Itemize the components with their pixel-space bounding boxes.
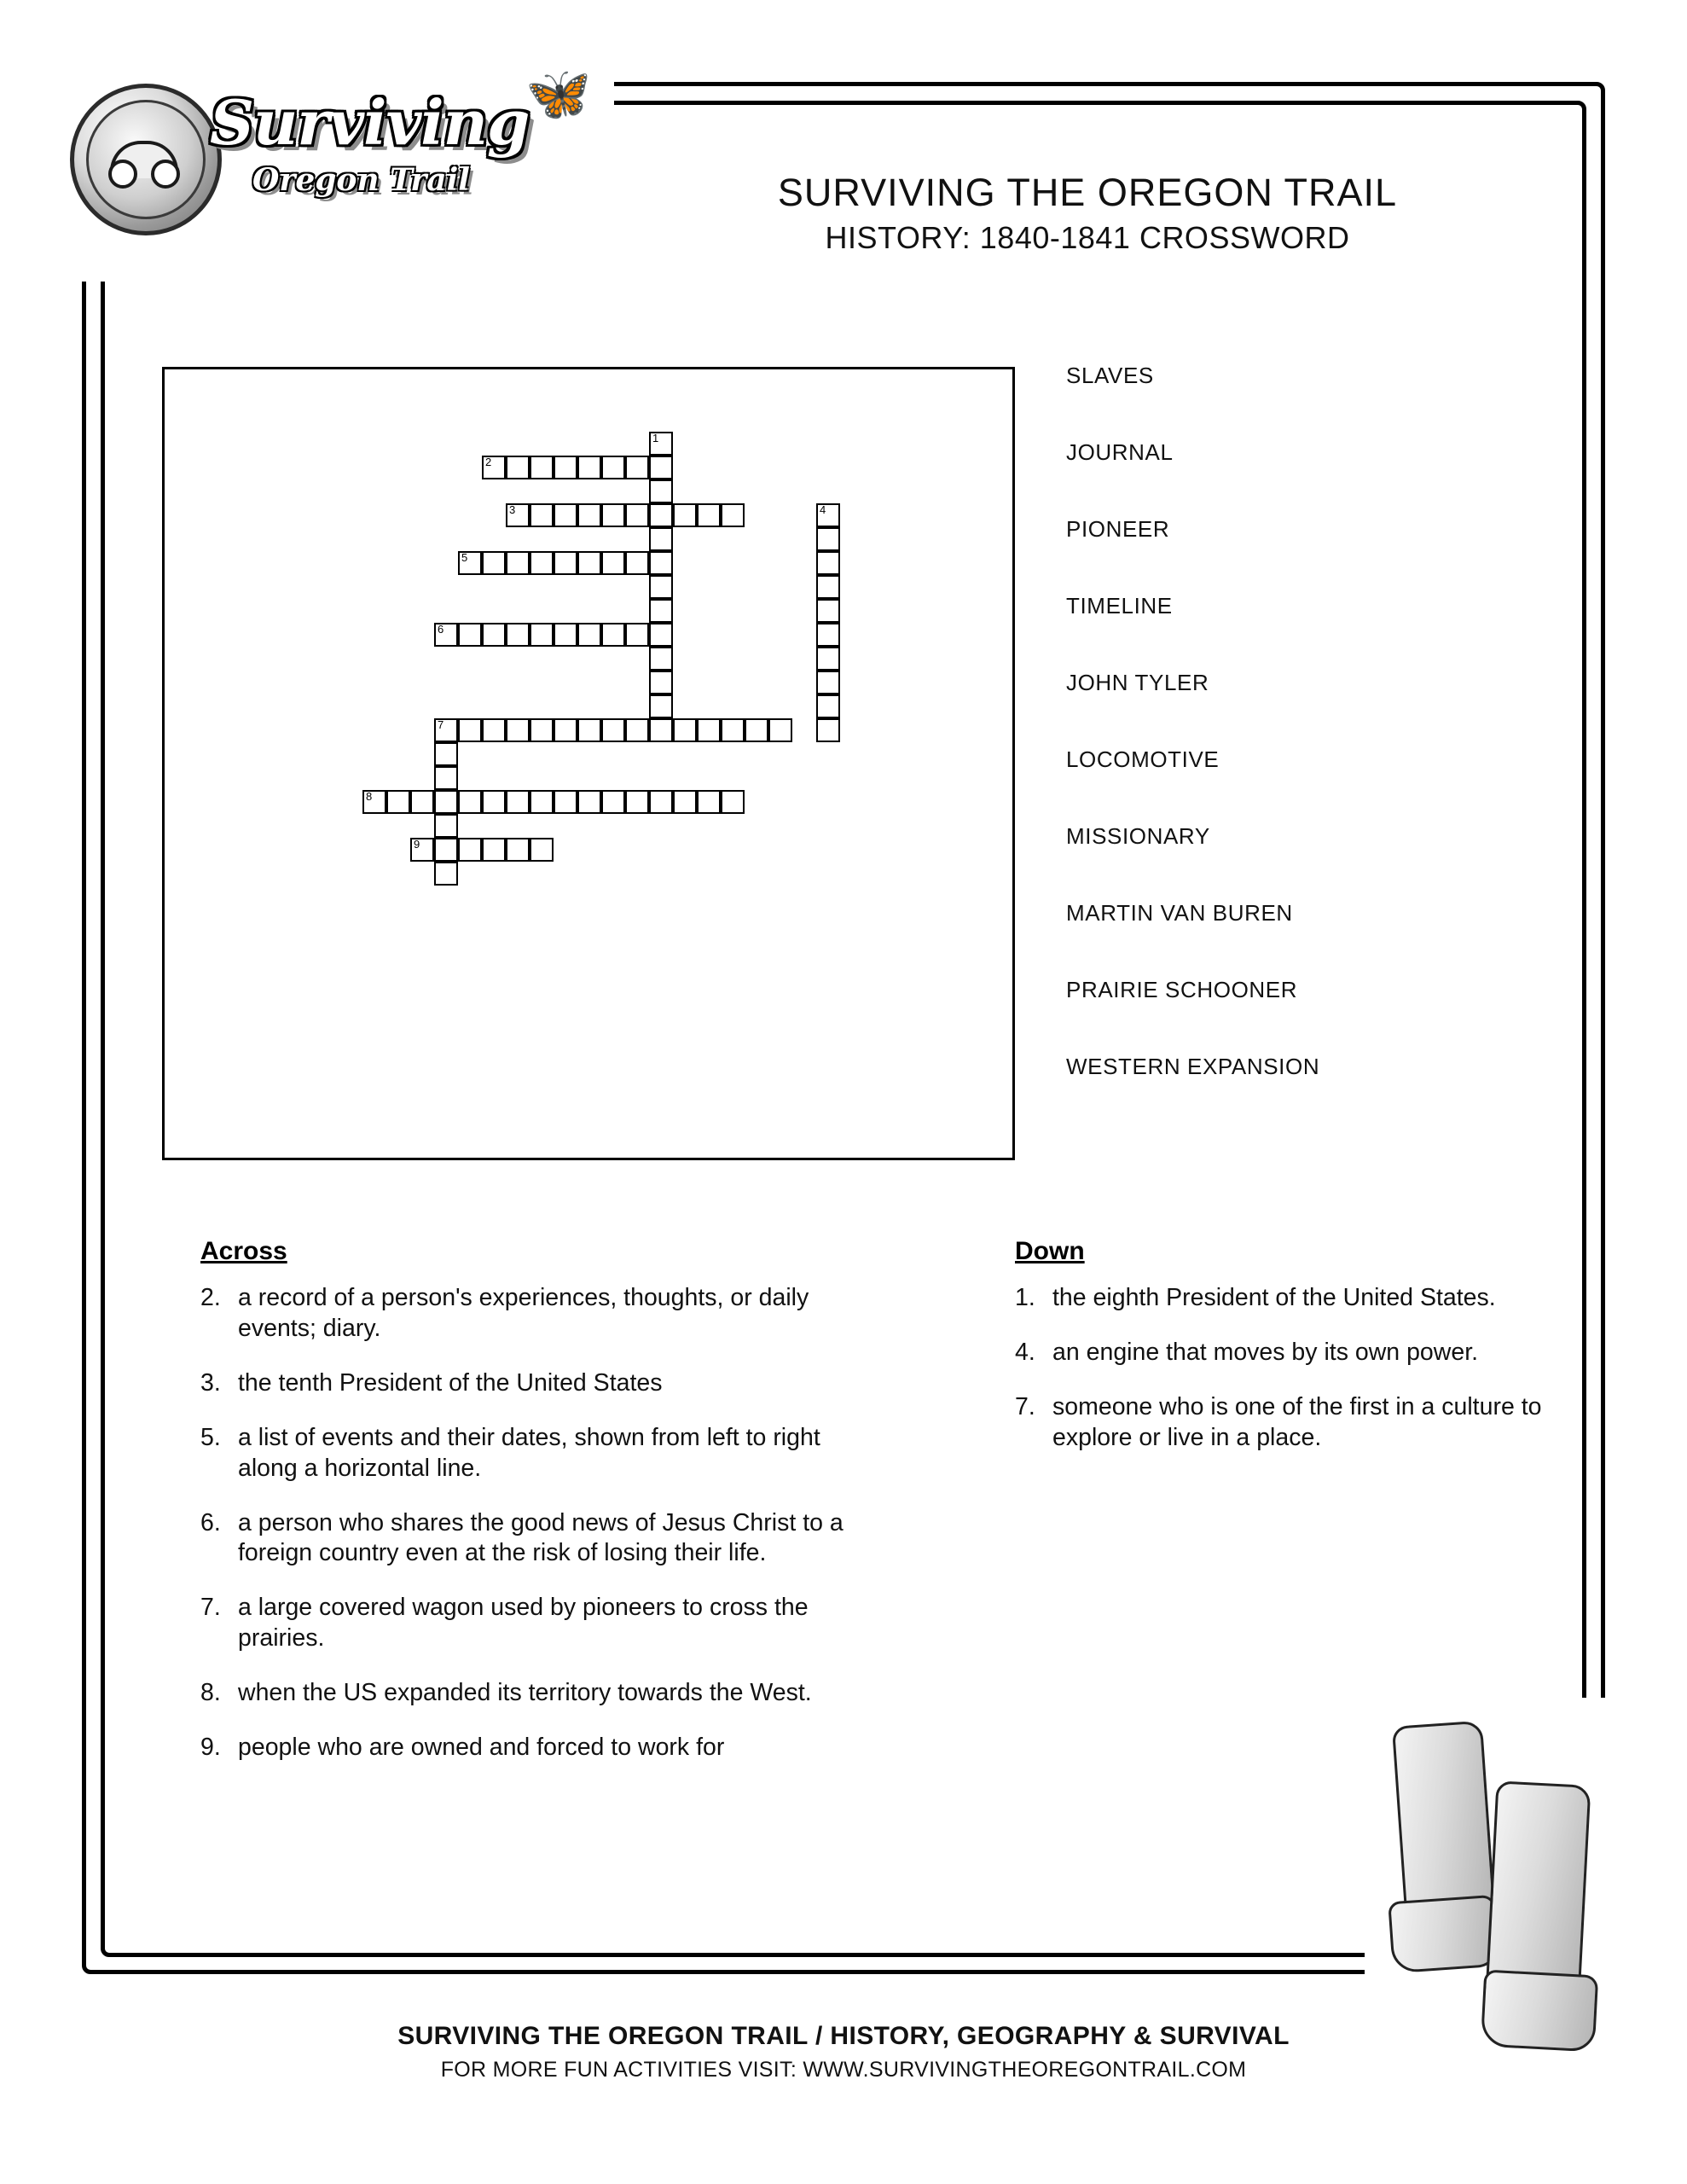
crossword-cell[interactable] (601, 503, 625, 527)
crossword-cell[interactable] (816, 718, 840, 742)
word-bank (1066, 363, 1544, 1135)
butterfly-icon: 🦋 (525, 65, 592, 124)
crossword-cell[interactable] (434, 718, 458, 742)
brand-line2: Oregon Trail (252, 162, 470, 198)
crossword-cell-number: 4 (820, 503, 826, 516)
crossword-cell[interactable] (577, 623, 601, 647)
clue-item (200, 1283, 849, 1345)
crossword-cell-number: 9 (414, 838, 420, 851)
crossword-cell[interactable] (601, 718, 625, 742)
crossword-cell[interactable] (816, 551, 840, 575)
word-bank-item: SLAVES (1066, 363, 1154, 388)
word-bank-item: PRAIRIE SCHOONER (1066, 977, 1298, 1002)
crossword-cell[interactable] (577, 718, 601, 742)
crossword-cell[interactable] (625, 456, 649, 479)
clue-text: people who are owned and forced to work for (238, 1734, 725, 1762)
brand-line1: Surviving (210, 86, 530, 159)
boot-left-foot-icon (1388, 1895, 1500, 1974)
boot-right-shaft-icon (1486, 1780, 1591, 1999)
crossword-cell[interactable] (530, 503, 554, 527)
crossword-cell[interactable] (482, 456, 506, 479)
crossword-cell[interactable] (768, 718, 792, 742)
crossword-cell[interactable] (697, 718, 721, 742)
crossword-cell[interactable] (458, 551, 482, 575)
title-main: SURVIVING THE OREGON TRAIL (777, 171, 1398, 214)
crossword-cell[interactable] (577, 503, 601, 527)
crossword-cell[interactable] (506, 551, 530, 575)
crossword-cell-number: 1 (652, 432, 659, 444)
crossword-cell[interactable] (649, 479, 673, 503)
crossword-cell[interactable] (649, 551, 673, 575)
crossword-cell[interactable] (530, 456, 554, 479)
clue-text: a large covered wagon used by pioneers to cross the prairies. (238, 1594, 809, 1653)
crossword-cell[interactable] (649, 599, 673, 623)
crossword-cell[interactable] (816, 575, 840, 599)
crossword-cell[interactable] (816, 671, 840, 694)
crossword-cell[interactable] (697, 790, 721, 814)
crossword-cell[interactable] (577, 456, 601, 479)
crossword-cell[interactable] (673, 790, 697, 814)
clue-text: the tenth President of the United States (238, 1368, 663, 1397)
crossword-cell[interactable] (554, 503, 577, 527)
clue-item (200, 1678, 849, 1709)
clue-item (1015, 1283, 1612, 1314)
page-footer (0, 2022, 1687, 2082)
clue-text: a person who shares the good news of Jesus Christ to a foreign country even at the risk of losing their life. (238, 1508, 844, 1567)
crossword-cell[interactable] (649, 718, 673, 742)
clue-number: 5. (200, 1423, 221, 1451)
crossword-cell[interactable] (745, 718, 768, 742)
clue-number: 4. (1015, 1338, 1035, 1366)
clue-item (200, 1593, 849, 1654)
crossword-cell[interactable] (649, 623, 673, 647)
crossword-cell[interactable] (506, 503, 530, 527)
clue-number: 8. (200, 1679, 221, 1707)
crossword-cell[interactable] (434, 838, 458, 862)
crossword-cell[interactable] (554, 551, 577, 575)
crossword-cell[interactable] (601, 790, 625, 814)
crossword-cell[interactable] (482, 551, 506, 575)
crossword-cell[interactable] (458, 718, 482, 742)
word-bank-item: JOURNAL (1066, 439, 1174, 465)
clue-number: 2. (200, 1284, 221, 1311)
footer-line2: FOR MORE FUN ACTIVITIES VISIT: WWW.SURVIVINGTHEOREGONTRAIL.COM (440, 2058, 1247, 2082)
crossword-cell[interactable] (434, 814, 458, 838)
crossword-cell[interactable] (649, 527, 673, 551)
clue-text: an engine that moves by its own power. (1052, 1338, 1479, 1366)
wagon-icon (105, 141, 195, 189)
crossword-cell[interactable] (649, 647, 673, 671)
crossword-cell[interactable] (530, 838, 554, 862)
crossword-cell[interactable] (530, 718, 554, 742)
crossword-cell[interactable] (506, 456, 530, 479)
clue-item (200, 1368, 849, 1399)
crossword-cell[interactable] (625, 551, 649, 575)
crossword-cell[interactable] (816, 623, 840, 647)
crossword-cell[interactable] (625, 503, 649, 527)
clues-down-list (1015, 1283, 1612, 1454)
crossword-cell[interactable] (673, 503, 697, 527)
page-title (597, 171, 1578, 256)
clue-number: 1. (1015, 1284, 1035, 1311)
crossword-cell[interactable] (625, 718, 649, 742)
crossword-cell-number: 6 (438, 623, 444, 636)
crossword-cell[interactable] (721, 503, 745, 527)
crossword-cell[interactable] (577, 551, 601, 575)
word-bank-item: PIONEER (1066, 516, 1170, 542)
clue-number: 6. (200, 1508, 221, 1536)
brand-logo (65, 60, 628, 264)
crossword-cell[interactable] (482, 623, 506, 647)
clue-text: when the US expanded its territory towards the West. (238, 1679, 812, 1707)
word-bank-item: JOHN TYLER (1066, 670, 1209, 695)
clue-number: 9. (200, 1734, 221, 1762)
clues-across-column (200, 1237, 849, 1787)
crossword-cell[interactable] (482, 718, 506, 742)
crossword-cell[interactable] (434, 742, 458, 766)
crossword-cell[interactable] (506, 838, 530, 862)
clue-text: someone who is one of the first in a culture to explore or live in a place. (1052, 1392, 1542, 1451)
crossword-grid-box (162, 367, 1015, 1160)
crossword-cell[interactable] (601, 456, 625, 479)
crossword-cell[interactable] (458, 838, 482, 862)
crossword-cell[interactable] (362, 790, 386, 814)
word-bank-item: WESTERN EXPANSION (1066, 1054, 1320, 1079)
word-bank-item: MARTIN VAN BUREN (1066, 900, 1293, 926)
footer-line1: SURVIVING THE OREGON TRAIL / HISTORY, GEOGRAPHY & SURVIVAL (397, 2022, 1290, 2050)
crossword-cell[interactable] (482, 790, 506, 814)
clue-text: a record of a person's experiences, thoughts, or daily events; diary. (238, 1284, 809, 1342)
crossword-cell[interactable] (434, 623, 458, 647)
crossword-cell[interactable] (625, 790, 649, 814)
crossword-cell[interactable] (434, 790, 458, 814)
crossword-cell[interactable] (721, 718, 745, 742)
clues-across-heading: Across (200, 1237, 287, 1265)
crossword-cell[interactable] (554, 790, 577, 814)
crossword-cell-number: 3 (509, 503, 516, 516)
crossword-cell[interactable] (816, 503, 840, 527)
crossword-cell[interactable] (649, 432, 673, 456)
crossword-cell-number: 5 (461, 551, 468, 564)
crossword-cell[interactable] (601, 623, 625, 647)
crossword-cell[interactable] (577, 790, 601, 814)
crossword-cell[interactable] (386, 790, 410, 814)
crossword-cell[interactable] (554, 623, 577, 647)
clues-down-column (1015, 1237, 1612, 1478)
crossword-cell-number: 2 (485, 456, 492, 468)
clue-text: the eighth President of the United States. (1052, 1284, 1496, 1311)
clue-number: 7. (200, 1594, 221, 1622)
crossword-cell[interactable] (649, 790, 673, 814)
crossword-cell[interactable] (816, 694, 840, 718)
clue-item (200, 1508, 849, 1570)
crossword-cell[interactable] (410, 838, 434, 862)
clue-number: 7. (1015, 1392, 1035, 1420)
clue-item (1015, 1338, 1612, 1368)
clues-across-list (200, 1283, 849, 1763)
crossword-cell[interactable] (816, 599, 840, 623)
crossword-cell[interactable] (410, 790, 434, 814)
crossword-cell[interactable] (697, 503, 721, 527)
crossword-cell-number: 8 (366, 790, 373, 803)
crossword-cell[interactable] (649, 671, 673, 694)
crossword-cell[interactable] (482, 838, 506, 862)
crossword-cell[interactable] (554, 456, 577, 479)
crossword-cell[interactable] (530, 623, 554, 647)
crossword-cell[interactable] (601, 551, 625, 575)
crossword-cell[interactable] (673, 718, 697, 742)
clue-item (200, 1733, 849, 1763)
crossword-cell[interactable] (506, 790, 530, 814)
word-bank-item: MISSIONARY (1066, 823, 1210, 849)
crossword-cell[interactable] (816, 647, 840, 671)
word-bank-item: LOCOMOTIVE (1066, 746, 1220, 772)
clue-item (1015, 1392, 1612, 1454)
clue-item (200, 1423, 849, 1484)
crossword-cell[interactable] (434, 862, 458, 886)
crossword-cell[interactable] (649, 694, 673, 718)
crossword-cell[interactable] (458, 790, 482, 814)
crossword-cell[interactable] (506, 718, 530, 742)
clue-number: 3. (200, 1368, 221, 1397)
crossword-cell[interactable] (434, 766, 458, 790)
crossword-cell[interactable] (721, 790, 745, 814)
clue-text: a list of events and their dates, shown from left to right along a horizontal line. (238, 1423, 820, 1482)
word-bank-item: TIMELINE (1066, 593, 1173, 619)
crossword-cell[interactable] (816, 527, 840, 551)
crossword-grid[interactable] (165, 369, 1017, 1163)
crossword-cell[interactable] (530, 790, 554, 814)
crossword-cell[interactable] (649, 456, 673, 479)
crossword-cell[interactable] (554, 718, 577, 742)
brand-wordmark (210, 86, 611, 237)
title-subtitle: HISTORY: 1840-1841 CROSSWORD (825, 220, 1350, 255)
crossword-cell[interactable] (625, 623, 649, 647)
crossword-cell[interactable] (649, 503, 673, 527)
crossword-cell[interactable] (530, 551, 554, 575)
covered-wagon-badge-icon (70, 84, 222, 235)
crossword-cell[interactable] (649, 575, 673, 599)
clues-down-heading: Down (1015, 1237, 1085, 1265)
crossword-cell-number: 7 (438, 718, 444, 731)
crossword-cell[interactable] (506, 623, 530, 647)
crossword-cell[interactable] (458, 623, 482, 647)
